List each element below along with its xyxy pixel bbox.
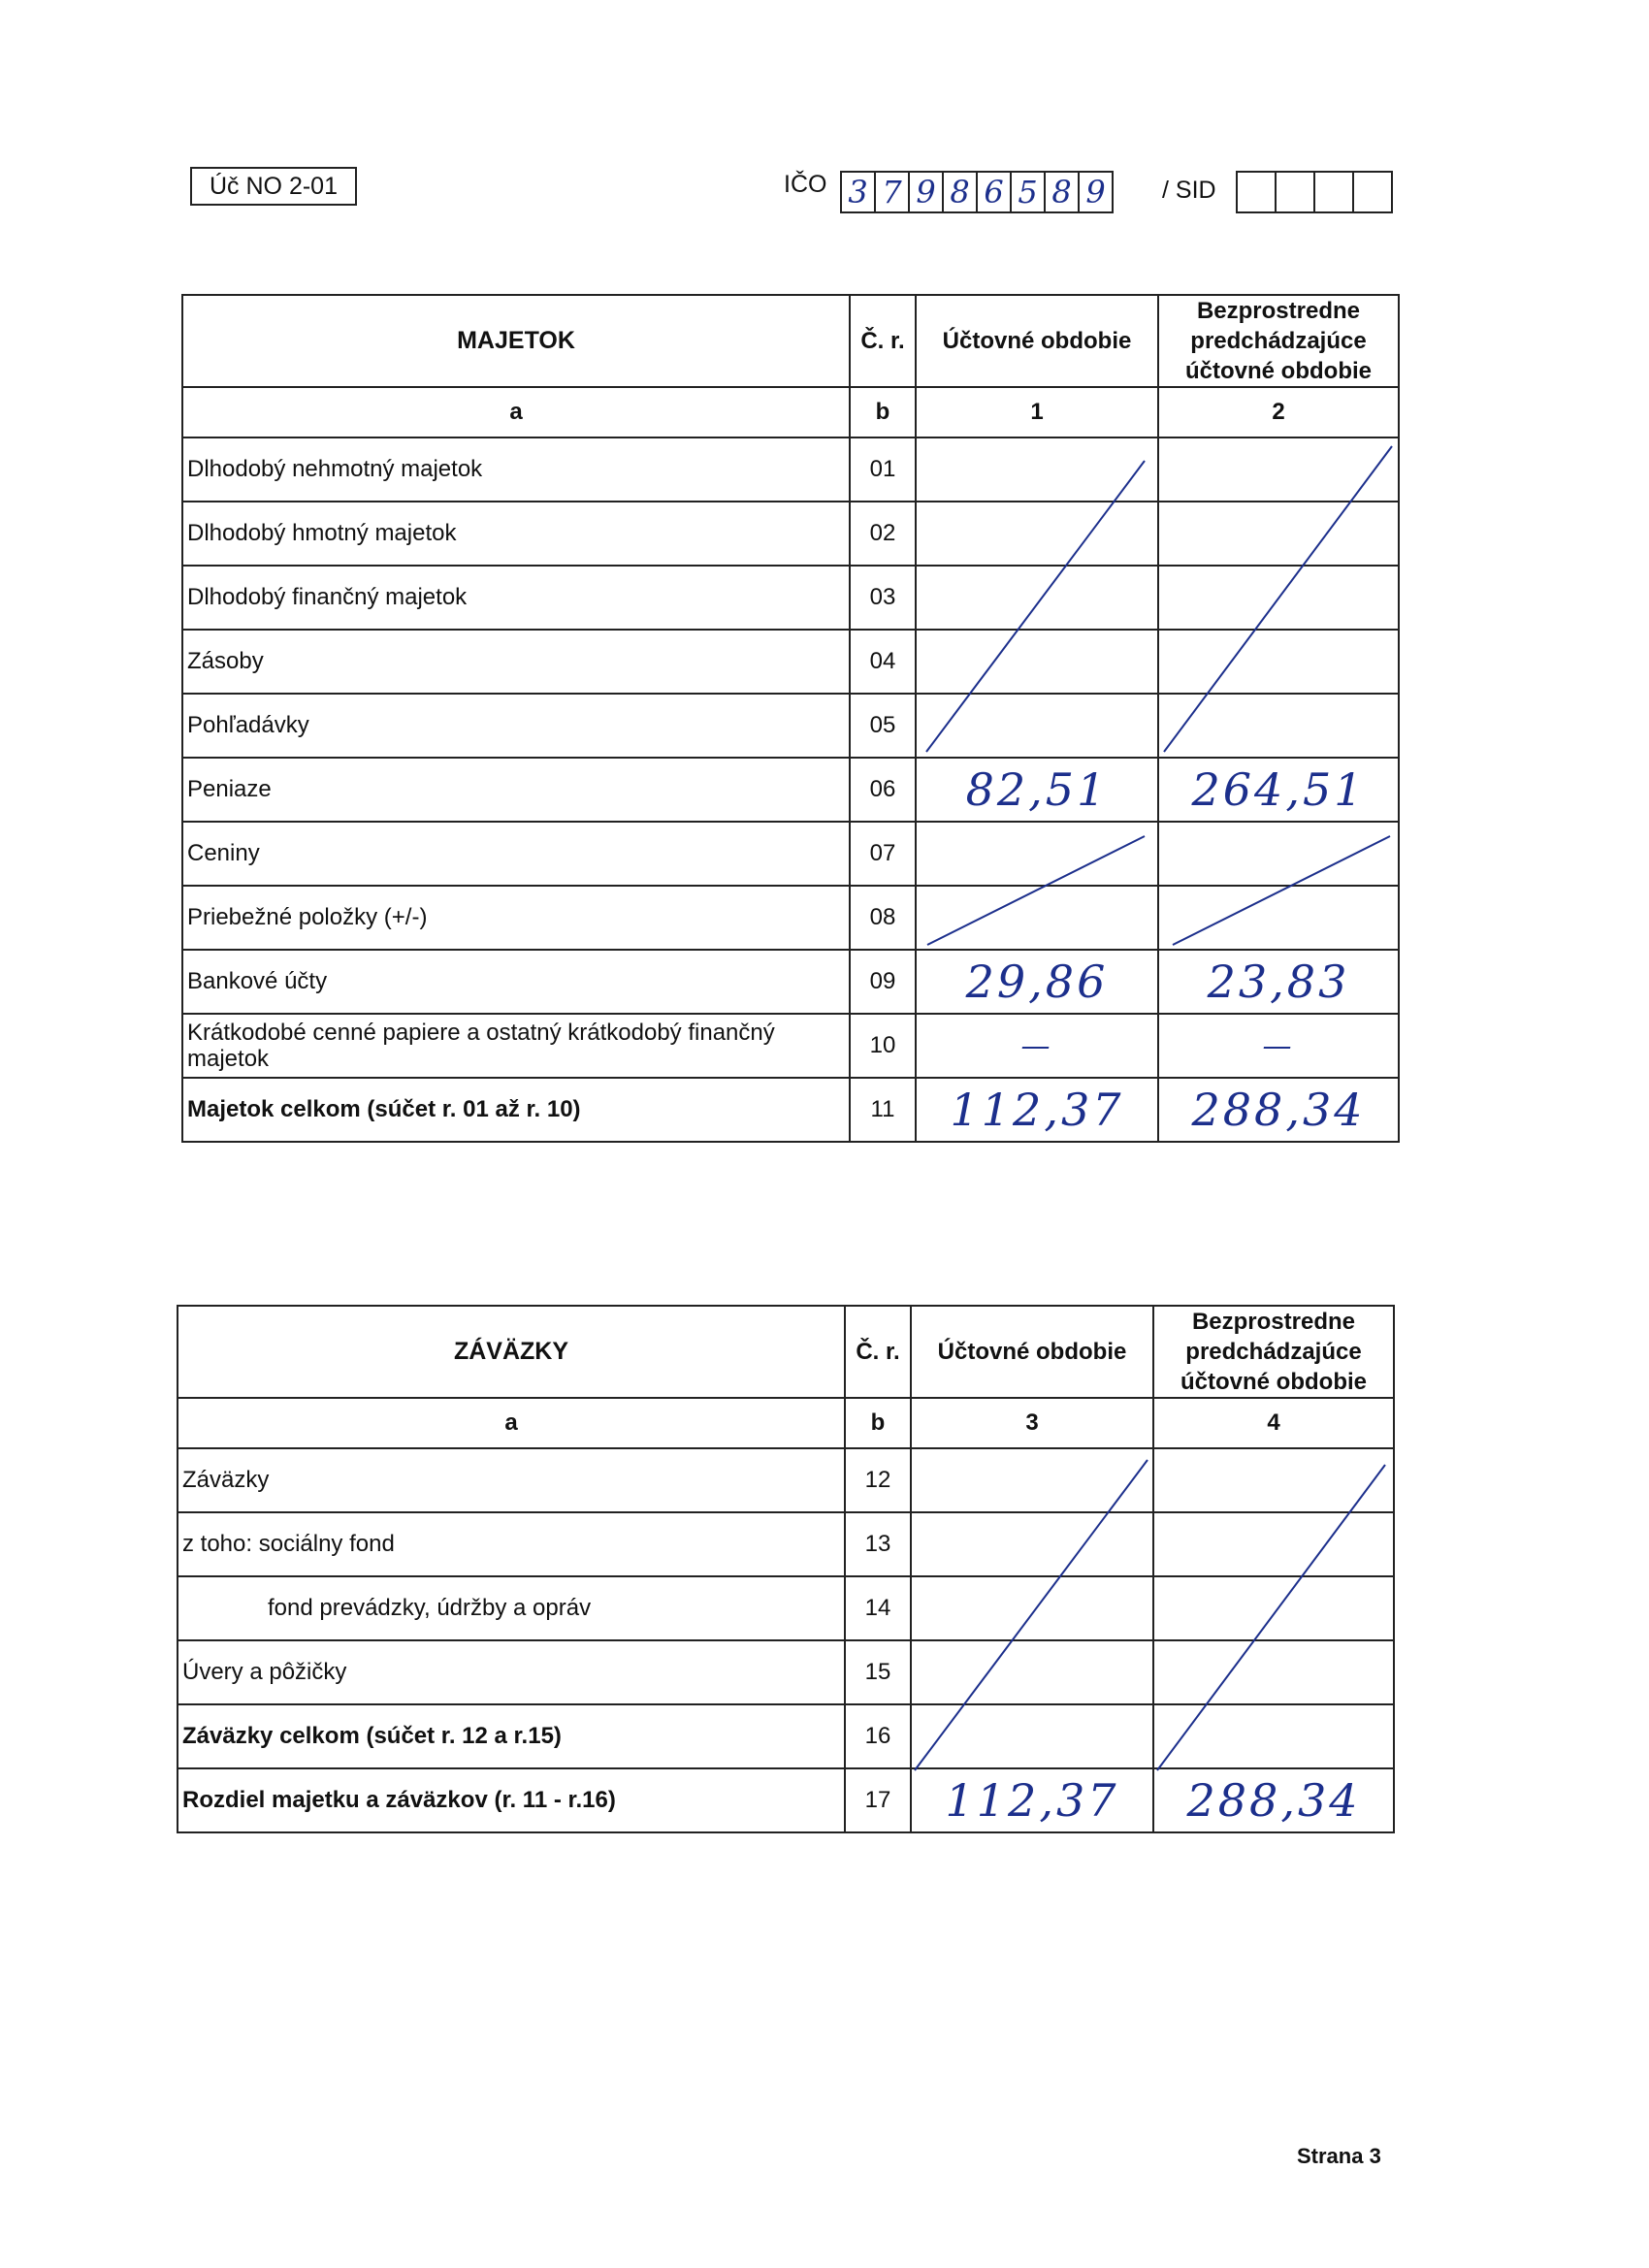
row-number: 12 [845, 1448, 911, 1512]
ico-digit[interactable]: 9 [910, 173, 944, 211]
sid-label: / SID [1162, 177, 1216, 204]
row-label: Pohľadávky [182, 694, 850, 758]
sid-digit[interactable] [1354, 173, 1391, 211]
row-number: 17 [845, 1768, 911, 1832]
value-current[interactable]: 112,37 [911, 1768, 1153, 1832]
row-number: 01 [850, 437, 916, 502]
strike-line [910, 1455, 1152, 1775]
form-code: Úč NO 2-01 [190, 167, 357, 206]
col-cr: Č. r. [850, 295, 916, 387]
row-number: 09 [850, 950, 916, 1014]
strike-line [1159, 441, 1397, 757]
table-row [182, 950, 1399, 1014]
row-label: Peniaze [182, 758, 850, 822]
value-current[interactable]: 112,37 [916, 1078, 1158, 1142]
ico-digit[interactable]: 9 [1085, 174, 1106, 211]
col-index-b: b [850, 387, 916, 437]
table-row [178, 1768, 1394, 1832]
row-number: 03 [850, 566, 916, 630]
row-number: 16 [845, 1704, 911, 1768]
page-number: Strana 3 [1297, 2144, 1381, 2168]
ico-digit[interactable]: 5 [1012, 173, 1046, 211]
ico-label: IČO [784, 171, 827, 198]
col-previous-period: Bezprostredne predchádzajúce účtovné obdobie [1158, 295, 1399, 387]
row-number: 10 [850, 1014, 916, 1078]
strike-line [1152, 1460, 1390, 1775]
strike-line [922, 456, 1149, 757]
row-label: Rozdiel majetku a záväzkov (r. 11 - r.16) [178, 1768, 845, 1832]
value-previous[interactable]: 288,34 [1153, 1768, 1394, 1832]
row-number: 07 [850, 822, 916, 886]
value-previous[interactable]: — [1158, 1014, 1399, 1078]
row-label: Zásoby [182, 630, 850, 694]
ico-digit[interactable]: 8 [1046, 173, 1080, 211]
value-current[interactable]: 29,86 [916, 950, 1158, 1014]
sid-boxes [1236, 171, 1393, 213]
ico-digit[interactable]: 7 [876, 173, 910, 211]
strike-line [923, 832, 1148, 949]
ico-digit[interactable]: 8 [944, 173, 978, 211]
majetok-title: MAJETOK [182, 295, 850, 387]
col-previous-period: Bezprostredne predchádzajúce účtovné obdobie [1153, 1306, 1394, 1398]
col-index-1: 1 [916, 387, 1158, 437]
row-number: 05 [850, 694, 916, 758]
ico-digit[interactable]: 3 [842, 173, 876, 211]
row-number: 06 [850, 758, 916, 822]
value-previous[interactable]: 23,83 [1158, 950, 1399, 1014]
col-current-period: Účtovné obdobie [916, 295, 1158, 387]
value-previous[interactable]: 264,51 [1158, 758, 1399, 822]
sid-digit[interactable] [1277, 173, 1315, 211]
sid-digit[interactable] [1315, 173, 1354, 211]
row-label: Dlhodobý nehmotný majetok [182, 437, 850, 502]
col-index-4: 4 [1153, 1398, 1394, 1448]
col-index-3: 3 [911, 1398, 1153, 1448]
strike-line [1169, 832, 1394, 949]
row-label: Záväzky celkom (súčet r. 12 a r.15) [178, 1704, 845, 1768]
row-label: Dlhodobý finančný majetok [182, 566, 850, 630]
row-label: Krátkodobé cenné papiere a ostatný krátkodobý finančný majetok [182, 1014, 850, 1078]
row-number: 04 [850, 630, 916, 694]
row-label: Úvery a pôžičky [178, 1640, 845, 1704]
ico-digit[interactable]: 6 [978, 173, 1012, 211]
value-current[interactable]: — [916, 1014, 1158, 1078]
col-current-period: Účtovné obdobie [911, 1306, 1153, 1398]
value-previous[interactable]: 288,34 [1158, 1078, 1399, 1142]
table-row [182, 1078, 1399, 1142]
row-number: 02 [850, 502, 916, 566]
row-number: 14 [845, 1576, 911, 1640]
row-number: 13 [845, 1512, 911, 1576]
row-label: Priebežné položky (+/-) [182, 886, 850, 950]
ico-boxes [840, 171, 1114, 213]
row-label: Ceniny [182, 822, 850, 886]
col-index-a: a [178, 1398, 845, 1448]
row-label: z toho: sociálny fond [178, 1512, 845, 1576]
zavazky-title: ZÁVÄZKY [178, 1306, 845, 1398]
table-row [182, 1014, 1399, 1078]
value-current[interactable]: 82,51 [916, 758, 1158, 822]
col-cr: Č. r. [845, 1306, 911, 1398]
row-label: Dlhodobý hmotný majetok [182, 502, 850, 566]
sid-digit[interactable] [1238, 173, 1277, 211]
col-index-b: b [845, 1398, 911, 1448]
col-index-a: a [182, 387, 850, 437]
row-number: 08 [850, 886, 916, 950]
row-label: Záväzky [178, 1448, 845, 1512]
row-number: 11 [850, 1078, 916, 1142]
row-label: fond prevádzky, údržby a opráv [178, 1576, 845, 1640]
row-number: 15 [845, 1640, 911, 1704]
row-label: Majetok celkom (súčet r. 01 až r. 10) [182, 1078, 850, 1142]
col-index-2: 2 [1158, 387, 1399, 437]
table-row [182, 758, 1399, 822]
row-label: Bankové účty [182, 950, 850, 1014]
